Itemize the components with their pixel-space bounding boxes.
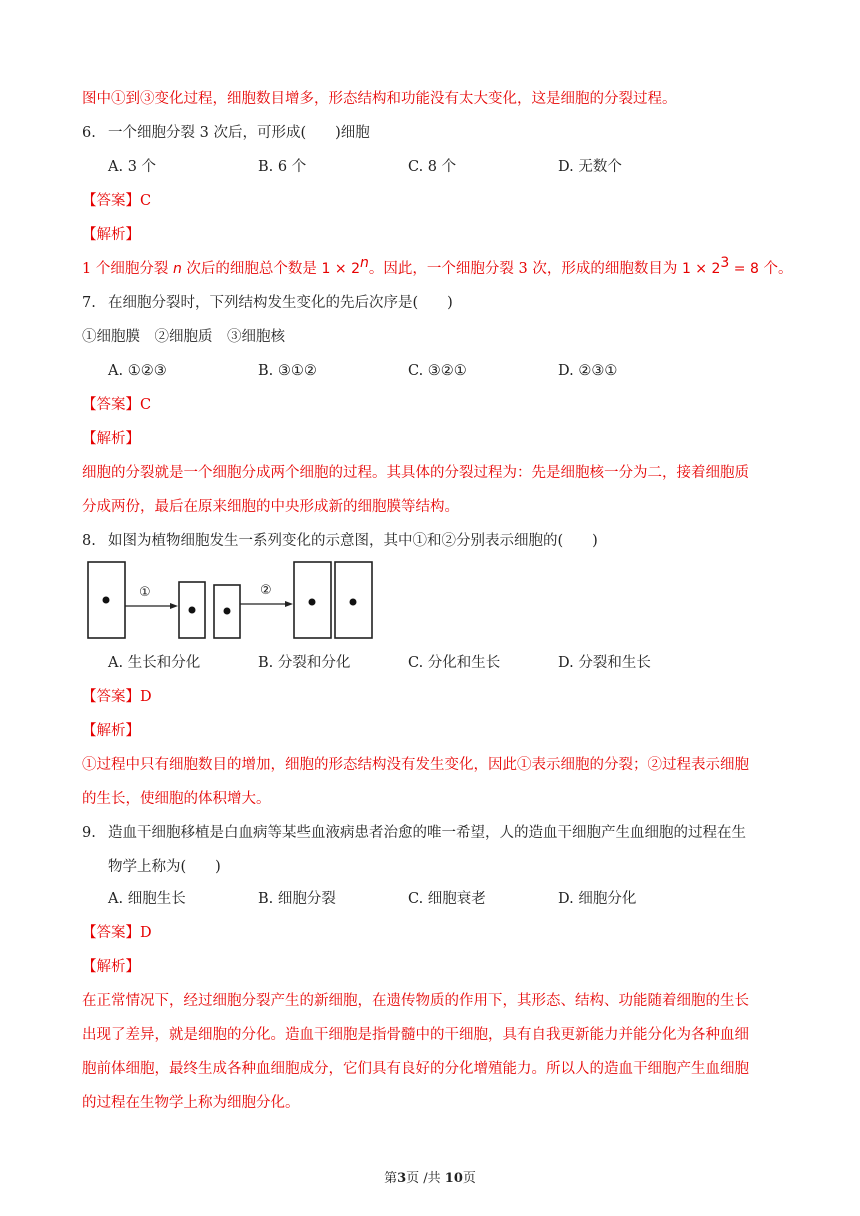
question-number: 9. [82, 825, 96, 841]
explanation-line: 在正常情况下，经过细胞分裂产生的新细胞，在遗传物质的作用下，其形态、结构、功能随着细胞的生长 [82, 993, 749, 1009]
analysis-label: 【解析】 [82, 227, 140, 243]
explanation-text: 次后的细胞总个数是 [181, 261, 322, 277]
option-d: D. 细胞分化 [558, 891, 637, 907]
question-text: 一个细胞分裂 3 次后，可形成( )细胞 [108, 125, 370, 141]
page-footer [0, 1167, 860, 1186]
option-b: B. ③①② [258, 363, 317, 379]
answer-label: 【答案】 [82, 397, 140, 413]
option-d: D. 分裂和生长 [558, 655, 651, 671]
option-c: C. 细胞衰老 [408, 891, 486, 907]
math-exponent: n [360, 255, 369, 271]
option-c: C. 8 个 [408, 159, 457, 175]
analysis-label: 【解析】 [82, 959, 140, 975]
answer-value: C [140, 397, 152, 413]
explanation-line [82, 255, 793, 279]
nucleus [103, 597, 110, 604]
label-1: ① [139, 585, 151, 600]
nucleus [350, 599, 357, 606]
arrow-1-head [170, 603, 178, 609]
math-expression: 1 × 2 [681, 261, 721, 277]
cell-change-figure [82, 558, 382, 644]
option-a: A. 生长和分化 [108, 655, 201, 671]
explanation-line: 出现了差异，就是细胞的分化。造血干细胞是指骨髓中的干细胞，具有自我更新能力并能分化为各种血细 [82, 1027, 749, 1043]
total-pages: 10 [444, 1171, 463, 1186]
math-expression: 1 × 2 [321, 261, 360, 277]
option-d: D. 无数个 [558, 159, 622, 175]
answer-label: 【答案】 [82, 925, 140, 941]
explanation-line: 的生长，使细胞的体积增大。 [82, 791, 271, 807]
arrow-2-head [285, 601, 293, 607]
explanation-line: 的过程在生物学上称为细胞分化。 [82, 1095, 300, 1111]
answer-line [82, 395, 151, 415]
question-8 [82, 531, 598, 551]
answer-label: 【答案】 [82, 689, 140, 705]
footer-prefix: 第 [384, 1171, 398, 1186]
analysis-label: 【解析】 [82, 431, 140, 447]
question-number: 6. [82, 125, 96, 141]
explanation-text: 1 个细胞分裂 [82, 261, 173, 277]
nucleus [189, 607, 196, 614]
analysis-label: 【解析】 [82, 723, 140, 739]
math-expression: = 8 [729, 261, 759, 277]
question-text: 造血干细胞移植是白血病等某些血液病患者治愈的唯一希望，人的造血干细胞产生血细胞的过程在生 [108, 825, 746, 841]
explanation-line: 细胞的分裂就是一个细胞分成两个细胞的过程。其具体的分裂过程为：先是细胞核一分为二，接着细胞质 [82, 465, 749, 481]
answer-line [82, 687, 152, 707]
question-text-continued: 物学上称为( ) [108, 859, 221, 875]
option-b: B. 分裂和分化 [258, 655, 351, 671]
answer-line [82, 191, 151, 211]
question-text: 如图为植物细胞发生一系列变化的示意图，其中①和②分别表示细胞的( ) [108, 533, 598, 549]
question-number: 7. [82, 295, 96, 311]
nucleus [309, 599, 316, 606]
explanation-line: 分成两份，最后在原来细胞的中央形成新的细胞膜等结构。 [82, 499, 459, 515]
answer-line [82, 923, 152, 943]
footer-middle: 页 /共 [406, 1171, 445, 1186]
answer-label: 【答案】 [82, 193, 140, 209]
explanation-text: 个。 [758, 261, 793, 277]
question-9 [82, 823, 746, 843]
question-6 [82, 123, 370, 143]
question-number: 8. [82, 533, 96, 549]
question-text: 在细胞分裂时，下列结构发生变化的先后次序是( ) [108, 295, 453, 311]
option-a: A. 细胞生长 [108, 891, 186, 907]
option-d: D. ②③① [558, 363, 618, 379]
answer-value: D [140, 689, 152, 705]
question-7 [82, 293, 453, 313]
math-variable: n [172, 261, 182, 277]
option-a: A. 3 个 [108, 159, 157, 175]
option-b: B. 细胞分裂 [258, 891, 336, 907]
option-c: C. 分化和生长 [408, 655, 501, 671]
explanation-line: ①过程中只有细胞数目的增加，细胞的形态结构没有发生变化，因此①表示细胞的分裂；②过程表示细胞 [82, 757, 749, 773]
label-2: ② [260, 583, 272, 598]
answer-value: D [140, 925, 152, 941]
answer-value: C [140, 193, 152, 209]
explanation-line: 胞前体细胞，最终生成各种血细胞成分，它们具有良好的分化增殖能力。所以人的造血干细胞产生血细胞 [82, 1061, 749, 1077]
explanation-text: 。因此，一个细胞分裂 3 次，形成的细胞数目为 [368, 261, 682, 277]
option-b: B. 6 个 [258, 159, 307, 175]
page-number: 3 [397, 1171, 407, 1186]
option-c: C. ③②① [408, 363, 467, 379]
option-a: A. ①②③ [108, 363, 167, 379]
question-subline: ①细胞膜 ②细胞质 ③细胞核 [82, 329, 285, 345]
footer-suffix: 页 [462, 1171, 476, 1186]
math-exponent: 3 [720, 255, 730, 271]
nucleus [224, 608, 231, 615]
previous-explanation: 图中①到③变化过程，细胞数目增多，形态结构和功能没有太大变化，这是细胞的分裂过程。 [82, 91, 677, 107]
